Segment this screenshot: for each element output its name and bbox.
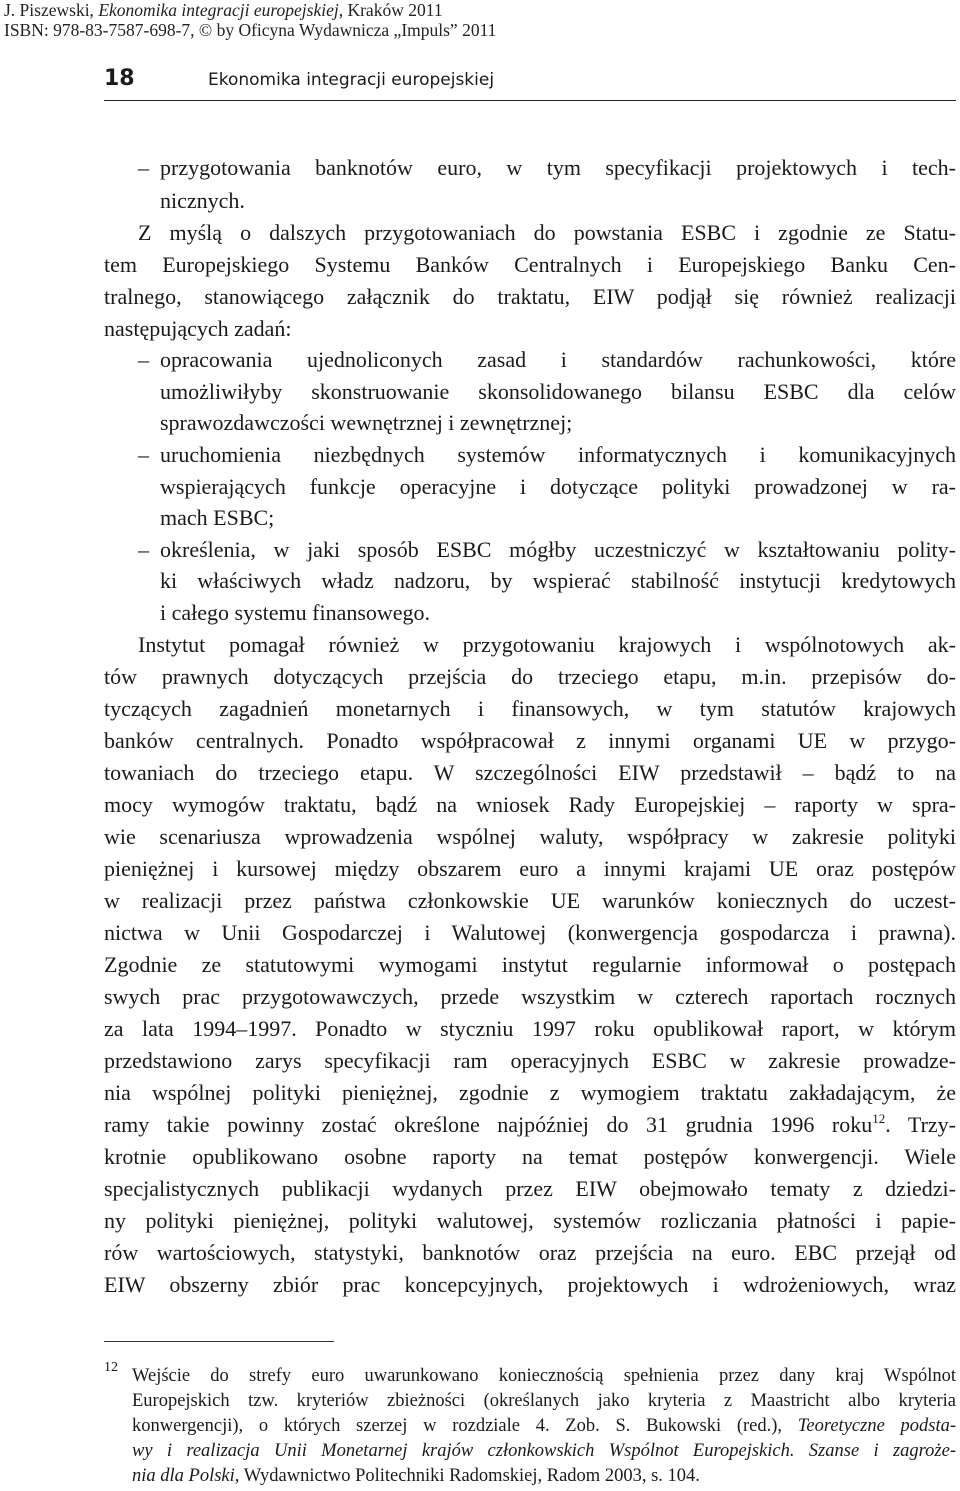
text-line: wspierających funkcje operacyjne i dotyczące polityki prowadzonej w ra- xyxy=(160,474,956,499)
text-line: towaniach do trzeciego etapu. W szczególności EIW przedstawił – bądź to na xyxy=(104,760,956,785)
text-line xyxy=(104,1110,956,1140)
footnote-reference: 12 xyxy=(872,1111,886,1126)
text-line: nicznych. xyxy=(160,188,245,213)
footnote-text: , Wydawnictwo Politechniki Radomskiej, Radom 2003, s. 104. xyxy=(234,1466,700,1486)
dash-marker: – xyxy=(138,537,149,562)
text-line: ny polityki pieniężnej, polityki walutowej, systemów rozliczania płatności i papie- xyxy=(104,1208,956,1233)
footnote-line xyxy=(132,1464,956,1489)
footnote-number: 12 xyxy=(104,1360,118,1375)
footnote-line xyxy=(132,1414,956,1439)
isbn-line: ISBN: 978-83-7587-698-7, © by Oficyna Wydawnicza „Impuls” 2011 xyxy=(4,20,497,40)
footnote-line: Wejście do strefy euro uwarunkowano koniecznością spełnienia przez dany kraj Wspólnot xyxy=(132,1366,956,1386)
dash-marker: – xyxy=(138,442,149,467)
footnote-book-title: Teoretyczne podsta- xyxy=(797,1416,957,1436)
text-line: banków centralnych. Ponadto współpracował z innymi organami UE w przygo- xyxy=(104,728,956,753)
text-line: Zgodnie ze statutowymi wymogami instytut regularnie informował o postępach xyxy=(104,952,956,977)
footnote-line: Europejskich tzw. kryteriów zbieżności (określanych jako kryteria z Maastricht albo kryteria xyxy=(132,1391,956,1411)
dash-marker: – xyxy=(138,347,149,372)
dash-marker: – xyxy=(138,155,149,180)
citation-author: J. Piszewski, xyxy=(4,0,99,20)
text-line: ki właściwych władz nadzoru, by wspierać stabilność instytucji kredytowych xyxy=(160,568,956,593)
text-line: specjalistycznych publikacji wydanych przez EIW obejmowało tematy z dziedzi- xyxy=(104,1176,956,1201)
running-title: Ekonomika integracji europejskiej xyxy=(208,70,495,90)
text-line: tralnego, stanowiącego załącznik do traktatu, EIW podjął się również realizacji xyxy=(104,284,956,309)
text-line: mach ESBC; xyxy=(160,505,275,530)
text-line: następujących zadań: xyxy=(104,316,292,341)
text-span: . Trzy- xyxy=(885,1112,956,1137)
text-line: nia wspólnej polityki pieniężnej, zgodnie z wymogiem traktatu zakładającym, że xyxy=(104,1080,956,1105)
text-line: sprawozdawczości wewnętrznej i zewnętrznej; xyxy=(160,410,573,435)
footnote-book-title: nia dla Polski xyxy=(132,1466,235,1486)
text-line: Instytut pomagał również w przygotowaniu krajowych i wspólnotowych ak- xyxy=(138,632,956,657)
text-line: rów wartościowych, statystyki, banknotów oraz przejścia na euro. EBC przejął od xyxy=(104,1240,956,1265)
text-line: tem Europejskiego Systemu Banków Centralnych i Europejskiego Banku Cen- xyxy=(104,252,956,277)
running-head xyxy=(104,66,956,100)
text-line: EIW obszerny zbiór prac koncepcyjnych, projektowych i wdrożeniowych, wraz xyxy=(104,1272,956,1297)
text-line: Z myślą o dalszych przygotowaniach do powstania ESBC i zgodnie ze Statu- xyxy=(138,220,956,245)
text-line: w realizacji przez państwa członkowskie UE warunków koniecznych do uczest- xyxy=(104,888,956,913)
text-line: pieniężnej i kursowej między obszarem euro a innymi krajami UE oraz postępów xyxy=(104,856,956,881)
text-line: za lata 1994–1997. Ponadto w styczniu 1997 roku opublikował raport, w którym xyxy=(104,1016,956,1041)
text-line: umożliwiłyby skonstruowanie skonsolidowanego bilansu ESBC dla celów xyxy=(160,379,956,404)
text-line: mocy wymogów traktatu, bądź na wniosek Rady Europejskiej – raporty w spra- xyxy=(104,792,956,817)
text-line: tów prawnych dotyczących przejścia do trzeciego etapu, m.in. przepisów do- xyxy=(104,664,956,689)
citation-title: Ekonomika integracji europejskiej xyxy=(98,0,339,20)
text-line: nictwa w Unii Gospodarczej i Walutowej (konwergencja gospodarcza i prawna). xyxy=(104,920,956,945)
page-number: 18 xyxy=(104,66,135,91)
footnote-rule xyxy=(104,1341,334,1342)
text-line: i całego systemu finansowego. xyxy=(160,600,431,625)
text-line: przygotowania banknotów euro, w tym specyfikacji projektowych i tech- xyxy=(160,155,956,180)
text-line: tyczących zagadnień monetarnych i finansowych, w tym statutów krajowych xyxy=(104,696,956,721)
footnote-text: konwergencji), o których szerzej w rozdziale 4. Zob. S. Bukowski (red.), xyxy=(132,1416,798,1436)
text-line: wie scenariusza wprowadzenia wspólnej waluty, współpracy w zakresie polityki xyxy=(104,824,956,849)
text-line: określenia, w jaki sposób ESBC mógłby uczestniczyć w kształtowaniu polity- xyxy=(160,537,956,562)
text-line: swych prac przygotowawczych, przede wszystkim w czterech raportach rocznych xyxy=(104,984,956,1009)
header-rule xyxy=(104,100,956,101)
citation-place: , Kraków 2011 xyxy=(338,0,443,20)
text-line: uruchomienia niezbędnych systemów informatycznych i komunikacyjnych xyxy=(160,442,956,467)
text-line: przedstawiono zarys specyfikacji ram operacyjnych ESBC w zakresie prowadze- xyxy=(104,1048,956,1073)
text-span: ramy takie powinny zostać określone najpóźniej do 31 grudnia 1996 roku xyxy=(104,1112,873,1137)
footnote-line: wy i realizacja Unii Monetarnej krajów członkowskich Wspólnot Europejskich. Szanse i zagroże- xyxy=(132,1441,956,1461)
citation-line xyxy=(4,0,443,20)
text-line: krotnie opublikowano osobne raporty na temat postępów konwergencji. Wiele xyxy=(104,1144,956,1169)
text-line: opracowania ujednoliconych zasad i standardów rachunkowości, które xyxy=(160,347,956,372)
